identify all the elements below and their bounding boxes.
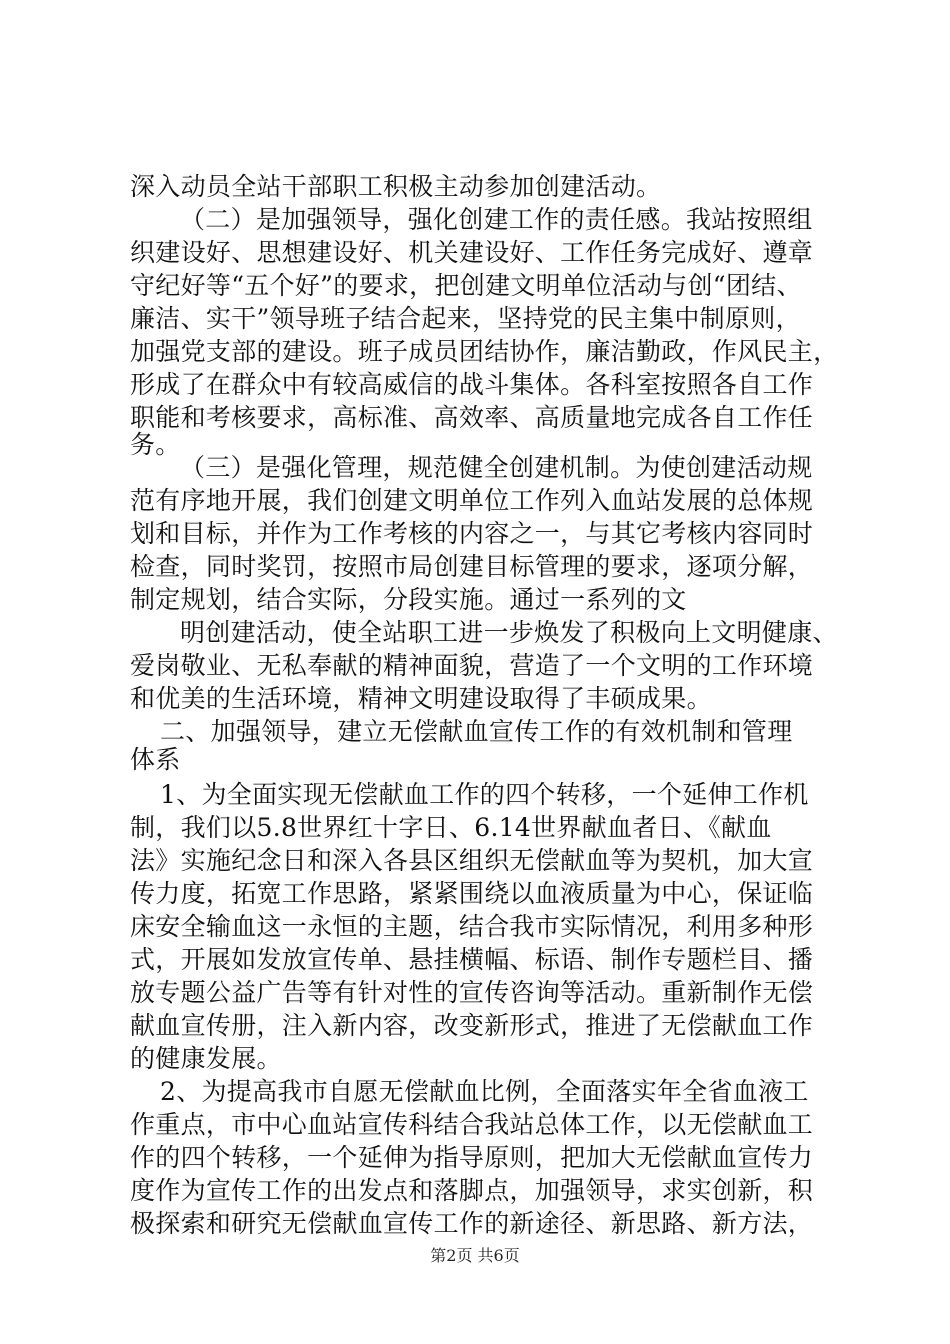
text-line: 床安全输血这一永恒的主题，结合我市实际情况，利用多种形 (130, 912, 814, 941)
text-line: 作的四个转移，一个延伸为指导原则，把加大无偿献血宣传力 (130, 1143, 814, 1172)
text-line: 深入动员全站干部职工积极主动参加创建活动。 (130, 172, 662, 201)
text-line: 制，我们以5.8世界红十字日、6.14世界献血者日、《献血 (130, 813, 772, 842)
text-line: 度作为宣传工作的出发点和落脚点，加强领导，求实创新，积 (130, 1176, 814, 1205)
text-line: 划和目标，并作为工作考核的内容之一，与其它考核内容同时 (130, 519, 814, 548)
text-line: （二）是加强领导，强化创建工作的责任感。我站按照组 (180, 205, 813, 234)
text-line: 廉洁、实干”领导班子结合起来，坚持党的民主集中制原则， (130, 304, 801, 333)
text-line: 放专题公益广告等有针对性的宣传咨询等活动。重新制作无偿 (130, 978, 814, 1007)
text-line: 极探索和研究无偿献血宣传工作的新途径、新思路、新方法， (130, 1209, 814, 1238)
text-line: （三）是强化管理，规范健全创建机制。为使创建活动规 (180, 453, 813, 482)
text-line: 守纪好等“五个好”的要求，把创建文明单位活动与创“团结、 (130, 271, 802, 300)
text-line: 1、为全面实现无偿献血工作的四个转移，一个延伸工作机 (160, 780, 809, 809)
text-line: 加强党支部的建设。班子成员团结协作，廉洁勤政，作风民主， (130, 337, 839, 366)
section-heading: 二、加强领导，建立无偿献血宣传工作的有效机制和管理 (160, 717, 793, 746)
text-line: 职能和考核要求，高标准、高效率、高质量地完成各自工作任 (130, 403, 814, 432)
text-line: 式，开展如发放宣传单、悬挂横幅、标语、制作专题栏目、播 (130, 945, 814, 974)
text-line: 明创建活动，使全站职工进一步焕发了积极向上文明健康、 (180, 618, 838, 647)
text-line: 爱岗敬业、无私奉献的精神面貌，营造了一个文明的工作环境 (130, 651, 814, 680)
text-line: 范有序地开展，我们创建文明单位工作列入血站发展的总体规 (130, 486, 814, 515)
text-line: 献血宣传册，注入新内容，改变新形式，推进了无偿献血工作 (130, 1011, 814, 1040)
text-line: 2、为提高我市自愿无偿献血比例，全面落实年全省血液工 (160, 1077, 809, 1106)
text-line: 的健康发展。 (130, 1044, 282, 1073)
text-line: 和优美的生活环境，精神文明建设取得了丰硕成果。 (130, 684, 712, 713)
text-line: 织建设好、思想建设好、机关建设好、工作任务完成好、遵章 (130, 238, 814, 267)
text-line: 形成了在群众中有较高威信的战斗集体。各科室按照各自工作 (130, 370, 814, 399)
text-line: 法》实施纪念日和深入各县区组织无偿献血等为契机，加大宣 (130, 846, 814, 875)
text-line: 务。 (130, 430, 181, 459)
text-line: 检查，同时奖罚，按照市局创建目标管理的要求，逐项分解， (130, 552, 814, 581)
section-heading: 体系 (130, 745, 181, 774)
text-line: 制定规划，结合实际，分段实施。通过一系列的文 (130, 585, 687, 614)
text-line: 作重点，市中心血站宣传科结合我站总体工作，以无偿献血工 (130, 1110, 814, 1139)
page-number-footer: 第2页 共6页 (430, 1246, 520, 1265)
text-line: 传力度，拓宽工作思路，紧紧围绕以血液质量为中心，保证临 (130, 879, 814, 908)
